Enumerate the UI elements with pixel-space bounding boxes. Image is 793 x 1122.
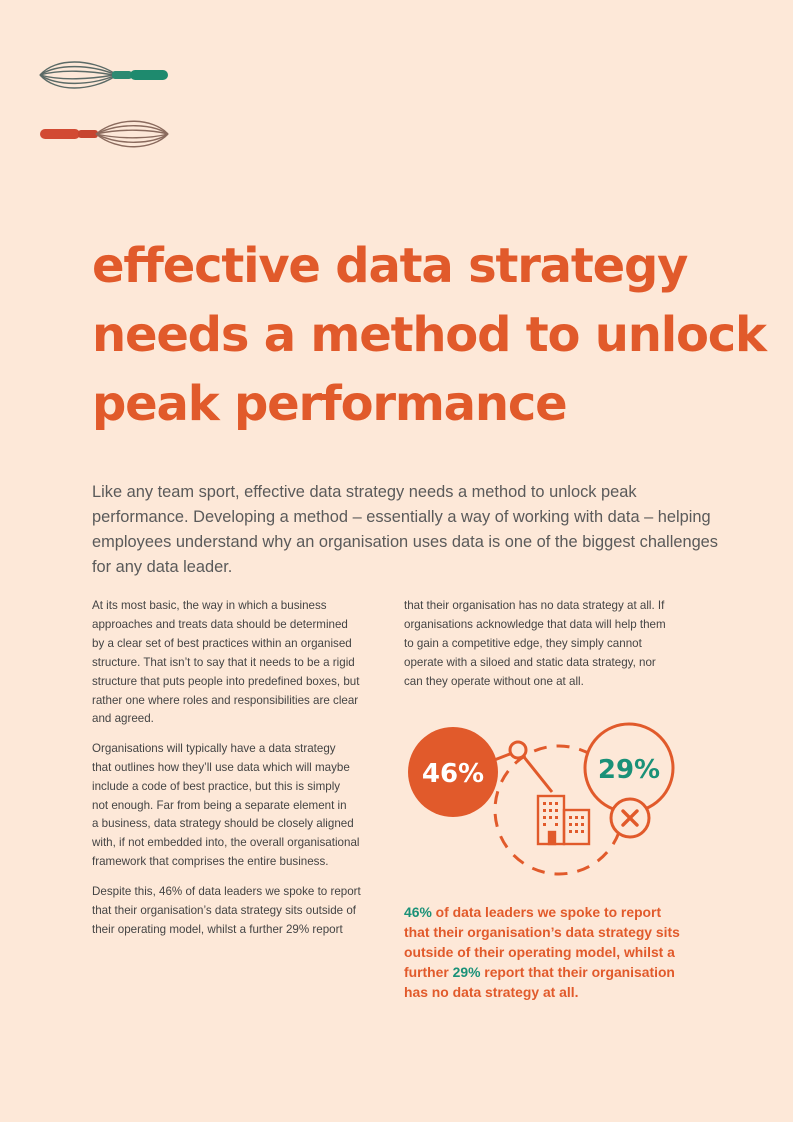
body-line: Despite this, 46% of data leaders we spoke to report: [92, 884, 361, 898]
callout-text: report that their organisation: [480, 964, 675, 980]
title-line: effective data strategy: [92, 238, 688, 294]
callout-stat-46: 46%: [404, 904, 432, 920]
body-line: that their organisation has no data strategy at all. If: [404, 599, 665, 612]
body-line: approaches and treats data should be determined: [92, 617, 348, 631]
body-line: and agreed.: [92, 712, 154, 726]
intro-line: for any data leader.: [92, 558, 233, 576]
stats-infographic: [404, 712, 694, 892]
body-line: include a code of best practice, but this is simply: [92, 779, 341, 793]
callout-line: that their organisation’s data strategy sits: [404, 924, 680, 940]
callout-line: outside of their operating model, whilst a: [404, 944, 675, 960]
intro-line: employees understand why an organisation uses data is one of the biggest challenges: [92, 533, 718, 551]
body-paragraph: [92, 883, 382, 940]
body-line: that outlines how they’ll use data which will maybe: [92, 760, 350, 774]
body-line: to gain a competitive edge, they simply cannot: [404, 636, 642, 650]
body-line: Organisations will typically have a data strategy: [92, 741, 336, 755]
body-line: structure. That isn’t to say that it needs to be a rigid: [92, 655, 355, 669]
connector-line: [524, 757, 552, 792]
body-paragraph: [404, 597, 694, 692]
callout-line: [404, 902, 704, 922]
callout-stat-29: 29%: [452, 964, 481, 980]
whisk-icon-teal: [36, 55, 170, 95]
callout-text: of data leaders we spoke to report: [431, 904, 662, 920]
building-icon: [538, 796, 589, 844]
intro-line: performance. Developing a method – essentially a way of working with data – helping: [92, 508, 711, 526]
title-line: needs a method to unlock: [92, 307, 766, 363]
body-line: a business, data strategy should be closely aligned: [92, 817, 354, 831]
body-line: can they operate without one at all.: [404, 674, 584, 688]
body-paragraph: [92, 597, 382, 729]
body-line: At its most basic, the way in which a business: [92, 599, 327, 612]
intro-line: Like any team sport, effective data strategy needs a method to unlock peak: [92, 483, 637, 501]
title-line: peak performance: [92, 376, 567, 432]
body-line: operate with a siloed and static data strategy, nor: [404, 655, 656, 669]
stat-29-label: 29%: [597, 755, 661, 785]
cross-icon: [611, 799, 649, 837]
body-column-right: [404, 597, 694, 702]
stats-callout: [404, 902, 704, 1002]
stat-46-label: 46%: [421, 759, 485, 789]
intro-paragraph: [92, 480, 718, 580]
body-paragraph: [92, 740, 382, 872]
callout-text: further: [404, 964, 453, 980]
body-line: structure that puts people into predefined boxes, but: [92, 674, 360, 688]
body-line: their operating model, whilst a further 29% report: [92, 922, 343, 936]
body-line: not enough. Far from being a separate element in: [92, 798, 347, 812]
callout-line: [404, 962, 704, 982]
body-column-left: [92, 597, 382, 950]
body-line: by a clear set of best practices within an organised: [92, 636, 352, 650]
whisk-icon-red: [38, 114, 172, 154]
body-line: rather one where roles and responsibilities are clear: [92, 693, 359, 707]
body-line: framework that comprises the entire business.: [92, 855, 329, 869]
body-line: organisations acknowledge that data will help them: [404, 617, 666, 631]
connector-node: [510, 742, 526, 758]
body-line: that their organisation’s data strategy sits outside of: [92, 903, 357, 917]
page-title: [92, 232, 766, 439]
body-line: with, if not embedded into, the overall organisational: [92, 836, 360, 850]
callout-line: has no data strategy at all.: [404, 984, 579, 1000]
